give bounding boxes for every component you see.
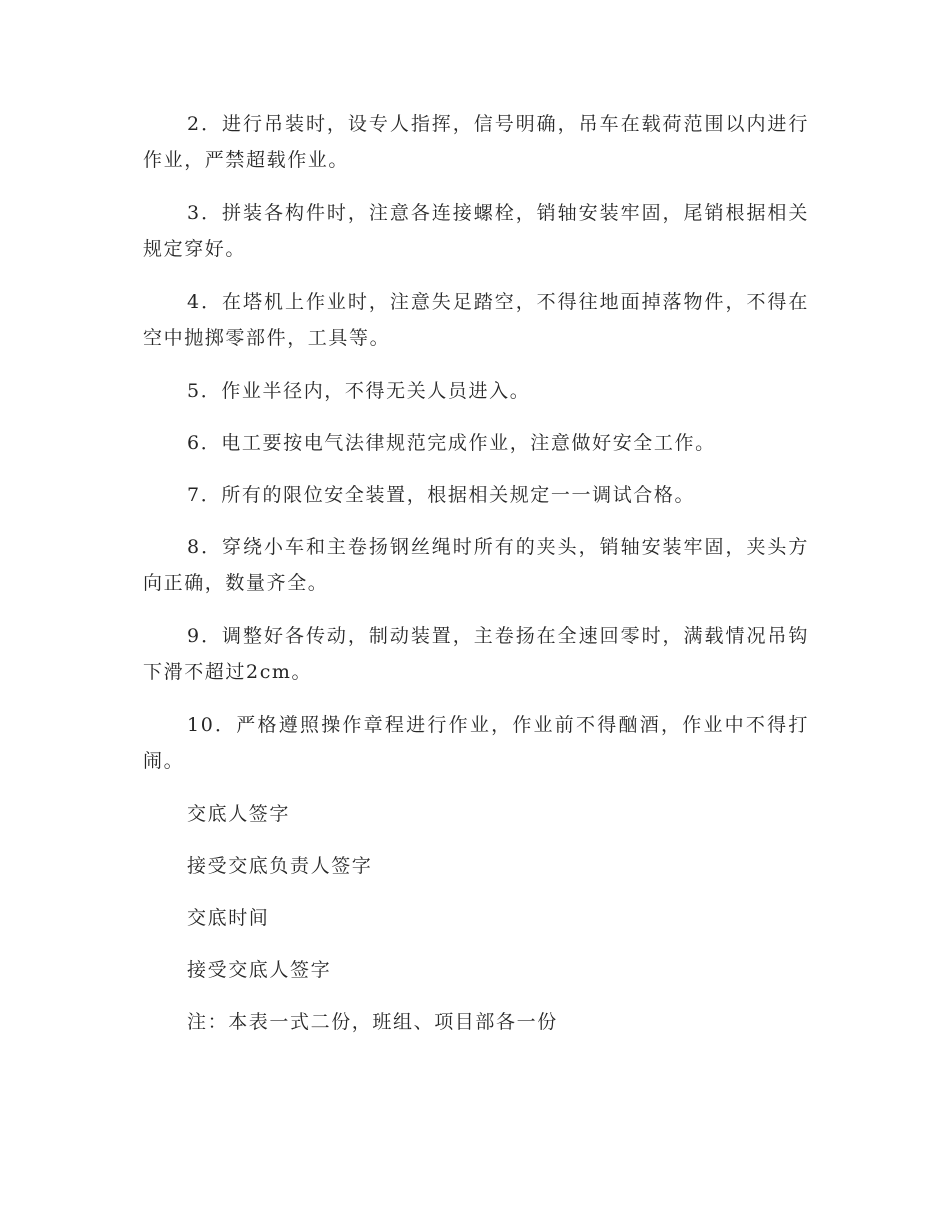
- briefer-signature-label: 交底人签字: [187, 803, 291, 825]
- item-4: 4．在塔机上作业时，注意失足踏空，不得往地面掉落物件，不得在空中抛掷零部件，工具等。: [143, 291, 809, 349]
- receiver-signature-label: 接受交底人签字: [187, 959, 332, 981]
- item-8: 8．穿绕小车和主卷扬钢丝绳时所有的夹头，销轴安装牢固，夹头方向正确，数量齐全。: [143, 536, 809, 594]
- form-note: 注：本表一式二份，班组、项目部各一份: [187, 1011, 558, 1033]
- item-3: 3．拼装各构件时，注意各连接螺栓，销轴安装牢固，尾销根据相关规定穿好。: [143, 202, 809, 260]
- item-2: 2．进行吊装时，设专人指挥，信号明确，吊车在载荷范围以内进行作业，严禁超载作业。: [143, 113, 809, 171]
- item-10: 10．严格遵照操作章程进行作业，作业前不得酗酒，作业中不得打闹。: [143, 714, 809, 772]
- item-5: 5．作业半径内，不得无关人员进入。: [187, 380, 531, 402]
- item-6: 6．电工要按电气法律规范完成作业，注意做好安全工作。: [187, 432, 716, 454]
- document-body: [143, 106, 809, 1056]
- receiver-lead-signature-label: 接受交底负责人签字: [187, 855, 373, 877]
- briefing-time-label: 交底时间: [187, 907, 270, 929]
- item-9: 9．调整好各传动，制动装置，主卷扬在全速回零时，满载情况吊钩下滑不超过2cm。: [143, 625, 809, 683]
- item-7: 7．所有的限位安全装置，根据相关规定一一调试合格。: [187, 484, 696, 506]
